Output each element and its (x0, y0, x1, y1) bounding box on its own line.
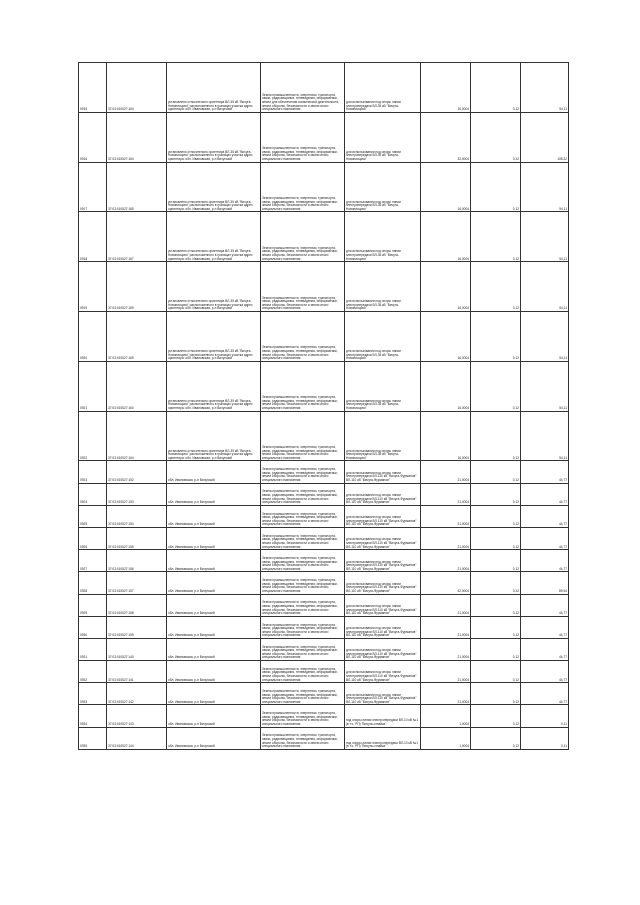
area-cell: 21,0004 (421, 616, 471, 638)
location-cell: обл. Ивановская, р-н Вичугский (167, 505, 261, 527)
location-cell: установлено относительно ориентира ВЛ-35 кВ "Вичуга-Новописцово" расположенного в границах участка адрес ориентира: обл. Ивановская, р-н Вичугский (167, 311, 261, 361)
land-category-cell: Земли промышленности, энергетики, транспорта, связи, радиовещания, телевидения, информатики, земли обороны, безопасности и земли иного специального назначения (261, 162, 345, 212)
area-cell: 21,0004 (421, 483, 471, 505)
location-cell: обл. Ивановская, р-н Вичугский (167, 683, 261, 705)
amount-cell: 44,77 (521, 616, 569, 638)
amount-cell: 44,77 (521, 483, 569, 505)
permitted-use-cell: для использования под опоры линии электропередачи ВЛ-110 кВ "Вичуга-Фурманов" ВЛ-110 кВ "Вичуга-Фурманов" (345, 505, 421, 527)
amount-cell: 44,77 (521, 527, 569, 549)
rate-cell: 0,12 (471, 594, 521, 616)
area-cell: 1,0004 (421, 705, 471, 727)
area-cell: 21,0004 (421, 461, 471, 483)
table-row (79, 727, 569, 749)
amount-cell: 54,11 (521, 162, 569, 212)
row-number-cell: 0917 (79, 162, 107, 212)
cadastral-number-cell: 37:03:010527:167 (107, 212, 167, 262)
table-row (79, 411, 569, 461)
permitted-use-cell: для использования под опоры линии электропередачи ВЛ-35 кВ "Вичуга-Новописцово" (345, 212, 421, 262)
row-number-cell: 0916 (79, 112, 107, 162)
table-row (79, 505, 569, 527)
permitted-use-cell: для использования под опоры линии электропередачи ВЛ-110 кВ "Вичуга-Фурманов" ВЛ-110 кВ "Вичуга-Фурманов" (345, 461, 421, 483)
cadastral-number-cell: 37:03:010527:158 (107, 594, 167, 616)
row-number-cell: 0933 (79, 683, 107, 705)
rate-cell: 0,12 (471, 212, 521, 262)
location-cell: установлено относительно ориентира ВЛ-35 кВ "Вичуга-Новописцово" расположенного в границах участка адрес ориентира: обл. Ивановская, р-н Вичугский (167, 411, 261, 461)
rate-cell: 0,12 (471, 705, 521, 727)
cadastral-number-cell: 37:03:010527:152 (107, 461, 167, 483)
amount-cell: 44,77 (521, 661, 569, 683)
amount-cell: 54,11 (521, 212, 569, 262)
permitted-use-cell: для использования под опоры линии электропередачи ВЛ-35 кВ "Вичуга-Новописцово" (345, 63, 421, 113)
land-category-cell: Земли промышленности, энергетики, транспорта, связи, радиовещания, телевидения, информатики, земли для обеспечения космической деятельности, земли обороны, безопасности и земли иного специального назначения (261, 63, 345, 113)
amount-cell: 54,11 (521, 411, 569, 461)
rate-cell: 0,12 (471, 616, 521, 638)
area-cell: 21,0004 (421, 527, 471, 549)
permitted-use-cell: под опоры линии электропередачи ВЛ-10 кВ №1 (в т.ч. РП) "Вичуга-отпайка" (345, 727, 421, 749)
cadastral-number-cell: 37:03:010527:157 (107, 572, 167, 594)
amount-cell: 44,77 (521, 638, 569, 660)
area-cell: 16,0004 (421, 262, 471, 312)
land-category-cell: Земли промышленности, энергетики, транспорта, связи, радиовещания, телевидения, информатики, земли обороны, безопасности и земли иного специального назначения (261, 311, 345, 361)
table-row (79, 594, 569, 616)
location-cell: обл. Ивановская, р-н Вичугский (167, 594, 261, 616)
table-row (79, 572, 569, 594)
permitted-use-cell: для использования под опоры линии электропередачи ВЛ-110 кВ "Вичуга-Фурманов" ВЛ-110 кВ "Вичуга-Фурманов" (345, 683, 421, 705)
row-number-cell: 0932 (79, 661, 107, 683)
cadastral-number-cell: 37:03:010527:160 (107, 361, 167, 411)
cadastral-number-cell: 37:03:010527:159 (107, 616, 167, 638)
land-category-cell: Земли промышленности, энергетики, транспорта, связи, радиовещания, телевидения, информатики, земли обороны, безопасности и земли иного специального назначения (261, 683, 345, 705)
location-cell: установлено относительно ориентира ВЛ-35 кВ "Вичуга-Новописцово" расположенного в границах участка адрес ориентира: обл. Ивановская, р-н Вичугский (167, 262, 261, 312)
rate-cell: 0,12 (471, 727, 521, 749)
table-row (79, 311, 569, 361)
amount-cell: 44,77 (521, 550, 569, 572)
rate-cell: 0,12 (471, 112, 521, 162)
rate-cell: 0,12 (471, 550, 521, 572)
cadastral-number-cell: 37:03:010527:140 (107, 638, 167, 660)
table-row (79, 638, 569, 660)
rate-cell: 0,12 (471, 638, 521, 660)
land-category-cell: Земли промышленности, энергетики, транспорта, связи, радиовещания, телевидения, информатики, земли обороны, безопасности и земли иного специального назначения (261, 550, 345, 572)
area-cell: 21,0004 (421, 683, 471, 705)
land-category-cell: Земли промышленности, энергетики, транспорта, связи, радиовещания, телевидения, информатики, земли обороны, безопасности и земли иного специального назначения (261, 112, 345, 162)
area-cell: 16,0004 (421, 63, 471, 113)
location-cell: установлено относительно ориентира ВЛ-35 кВ "Вичуга-Новописцово" расположенного в границах участка адрес ориентира: обл. Ивановская, р-н Вичугский (167, 112, 261, 162)
row-number-cell: 0915 (79, 63, 107, 113)
rate-cell: 0,12 (471, 483, 521, 505)
cadastral-number-cell: 37:03:010527:164 (107, 112, 167, 162)
area-cell: 32,0004 (421, 112, 471, 162)
permitted-use-cell: для использования под опоры линии электропередачи ВЛ-110 кВ "Вичуга-Фурманов" ВЛ-110 кВ "Вичуга-Фурманов" (345, 550, 421, 572)
permitted-use-cell: под опоры линии электропередачи ВЛ-10 кВ №1 (в т.ч. РП) "Вичуга-отпайка" (345, 705, 421, 727)
cadastral-number-cell: 37:03:010527:142 (107, 683, 167, 705)
location-cell: обл. Ивановская, р-н Вичугский (167, 550, 261, 572)
permitted-use-cell: для использования под опоры линии электропередачи ВЛ-110 кВ "Вичуга-Фурманов" ВЛ-110 кВ "Вичуга-Фурманов" (345, 616, 421, 638)
rate-cell: 0,12 (471, 162, 521, 212)
row-number-cell: 0929 (79, 594, 107, 616)
permitted-use-cell: для использования под опоры линии электропередачи ВЛ-35 кВ "Вичуга-Новописцово" (345, 162, 421, 212)
cadastral-number-cell: 37:03:010527:169 (107, 262, 167, 312)
location-cell: обл. Ивановская, р-н Вичугский (167, 483, 261, 505)
area-cell: 21,0004 (421, 661, 471, 683)
amount-cell: 108,22 (521, 112, 569, 162)
location-cell: обл. Ивановская, р-н Вичугский (167, 661, 261, 683)
row-number-cell: 0922 (79, 411, 107, 461)
permitted-use-cell: для использования под опоры линии электропередачи ВЛ-110 кВ "Вичуга-Фурманов" ВЛ-110 кВ "Вичуга-Фурманов" (345, 483, 421, 505)
row-number-cell: 0931 (79, 638, 107, 660)
table-row (79, 361, 569, 411)
area-cell: 21,0004 (421, 638, 471, 660)
row-number-cell: 0930 (79, 616, 107, 638)
land-category-cell: Земли промышленности, энергетики, транспорта, связи, радиовещания, телевидения, информатики, земли обороны, безопасности и земли иного специального назначения (261, 638, 345, 660)
table-row (79, 550, 569, 572)
area-cell: 16,0004 (421, 411, 471, 461)
rate-cell: 0,12 (471, 527, 521, 549)
table-row (79, 212, 569, 262)
amount-cell: 44,77 (521, 683, 569, 705)
amount-cell: 54,11 (521, 262, 569, 312)
permitted-use-cell: для использования под опоры линии электропередачи ВЛ-35 кВ "Вичуга-Новописцово" (345, 112, 421, 162)
land-category-cell: Земли промышленности, энергетики, транспорта, связи, радиовещания, телевидения, информатики, земли обороны, безопасности и земли иного специального назначения (261, 727, 345, 749)
permitted-use-cell: для использования под опоры линии электропередачи ВЛ-35 кВ "Вичуга-Новописцово" (345, 361, 421, 411)
land-category-cell: Земли промышленности, энергетики, транспорта, связи, радиовещания, телевидения, информатики, земли обороны, безопасности и земли иного специального назначения (261, 594, 345, 616)
table-row (79, 63, 569, 113)
location-cell: обл. Ивановская, р-н Вичугский (167, 727, 261, 749)
cadastral-number-cell: 37:03:010527:165 (107, 162, 167, 212)
cadastral-number-cell: 37:03:010527:169 (107, 311, 167, 361)
land-category-cell: Земли промышленности, энергетики, транспорта, связи, радиовещания, телевидения, информатики, земли обороны, безопасности и земли иного специального назначения (261, 212, 345, 262)
cadastral-number-cell: 37:03:010527:155 (107, 527, 167, 549)
rate-cell: 0,12 (471, 683, 521, 705)
cadastral-number-cell: 37:03:010527:141 (107, 661, 167, 683)
cadastral-number-cell: 37:03:010527:156 (107, 550, 167, 572)
location-cell: установлено относительно ориентира ВЛ-35 кВ "Вичуга-Новописцово" расположенного в границах участка адрес ориентира: обл. Ивановская, р-н Вичугский (167, 361, 261, 411)
area-cell: 21,0004 (421, 594, 471, 616)
cadastral-number-cell: 37:03:010527:153 (107, 483, 167, 505)
land-category-cell: Земли промышленности, энергетики, транспорта, связи, радиовещания, телевидения, информатики, земли обороны, безопасности и земли иного специального назначения (261, 262, 345, 312)
amount-cell: 0,11 (521, 705, 569, 727)
location-cell: установлено относительно ориентира ВЛ-35 кВ "Вичуга-Новописцово" расположенного в границах участка адрес ориентира: обл. Ивановская, р-н Вичугский (167, 212, 261, 262)
cadastral-number-cell: 37:03:010527:164 (107, 63, 167, 113)
row-number-cell: 0920 (79, 311, 107, 361)
rate-cell: 0,12 (471, 572, 521, 594)
land-category-cell: Земли промышленности, энергетики, транспорта, связи, радиовещания, телевидения, информатики, земли обороны, безопасности и земли иного специального назначения (261, 616, 345, 638)
land-category-cell: Земли промышленности, энергетики, транспорта, связи, радиовещания, телевидения, информатики, земли обороны, безопасности и земли иного специального назначения (261, 361, 345, 411)
amount-cell: 0,11 (521, 727, 569, 749)
location-cell: обл. Ивановская, р-н Вичугский (167, 527, 261, 549)
cadastral-number-cell: 37:03:010527:164 (107, 411, 167, 461)
amount-cell: 89,54 (521, 572, 569, 594)
rate-cell: 0,12 (471, 311, 521, 361)
cadastral-number-cell: 37:03:010527:144 (107, 727, 167, 749)
land-category-cell: Земли промышленности, энергетики, транспорта, связи, радиовещания, телевидения, информатики, земли обороны, безопасности и земли иного специального назначения (261, 505, 345, 527)
table-row (79, 162, 569, 212)
table-row (79, 461, 569, 483)
location-cell: установлено относительно ориентира ВЛ-35 кВ "Вичуга-Новописцово" расположенного в границах участка адрес ориентира: обл. Ивановская, р-н Вичугский (167, 162, 261, 212)
location-cell: обл. Ивановская, р-н Вичугский (167, 572, 261, 594)
row-number-cell: 0928 (79, 572, 107, 594)
rate-cell: 0,12 (471, 63, 521, 113)
rate-cell: 0,12 (471, 361, 521, 411)
row-number-cell: 0919 (79, 262, 107, 312)
rate-cell: 0,12 (471, 262, 521, 312)
row-number-cell: 0918 (79, 212, 107, 262)
table-row (79, 262, 569, 312)
amount-cell: 44,77 (521, 505, 569, 527)
permitted-use-cell: для использования под опоры линии электропередачи ВЛ-110 кВ "Вичуга-Фурманов" ВЛ-110 кВ "Вичуга-Фурманов" (345, 527, 421, 549)
row-number-cell: 0934 (79, 705, 107, 727)
area-cell: 21,0004 (421, 505, 471, 527)
land-category-cell: Земли промышленности, энергетики, транспорта, связи, радиовещания, телевидения, информатики, земли обороны, безопасности и земли иного специального назначения (261, 705, 345, 727)
table-row (79, 683, 569, 705)
permitted-use-cell: для использования под опоры линии электропередачи ВЛ-110 кВ "Вичуга-Фурманов" ВЛ-110 кВ "Вичуга-Фурманов" (345, 572, 421, 594)
row-number-cell: 0924 (79, 483, 107, 505)
permitted-use-cell: для использования под опоры линии электропередачи ВЛ-35 кВ "Вичуга-Новописцово" (345, 311, 421, 361)
amount-cell: 54,11 (521, 63, 569, 113)
amount-cell: 44,77 (521, 594, 569, 616)
area-cell: 16,0004 (421, 311, 471, 361)
permitted-use-cell: для использования под опоры линии электропередачи ВЛ-35 кВ "Вичуга-Новописцово" (345, 411, 421, 461)
amount-cell: 44,77 (521, 461, 569, 483)
rate-cell: 0,12 (471, 661, 521, 683)
rate-cell: 0,12 (471, 461, 521, 483)
location-cell: обл. Ивановская, р-н Вичугский (167, 461, 261, 483)
row-number-cell: 0926 (79, 527, 107, 549)
location-cell: обл. Ивановская, р-н Вичугский (167, 616, 261, 638)
area-cell: 42,0004 (421, 572, 471, 594)
area-cell: 21,0004 (421, 550, 471, 572)
table-row (79, 112, 569, 162)
table-row (79, 527, 569, 549)
rate-cell: 0,12 (471, 505, 521, 527)
land-category-cell: Земли промышленности, энергетики, транспорта, связи, радиовещания, телевидения, информатики, земли обороны, безопасности и земли иного специального назначения (261, 483, 345, 505)
permitted-use-cell: для использования под опоры линии электропередачи ВЛ-35 кВ "Вичуга-Новописцово" (345, 262, 421, 312)
amount-cell: 54,11 (521, 311, 569, 361)
location-cell: обл. Ивановская, р-н Вичугский (167, 638, 261, 660)
rate-cell: 0,12 (471, 411, 521, 461)
cadastral-number-cell: 37:03:010527:143 (107, 705, 167, 727)
location-cell: установлено относительно ориентира ВЛ-35 кВ "Вичуга-Новописцово" расположенного в границах участка адрес ориентира: обл. Ивановская, р-н Вичугский (167, 63, 261, 113)
table-row (79, 616, 569, 638)
row-number-cell: 0935 (79, 727, 107, 749)
land-category-cell: Земли промышленности, энергетики, транспорта, связи, радиовещания, телевидения, информатики, земли обороны, безопасности и земли иного специального назначения (261, 572, 345, 594)
table-row (79, 483, 569, 505)
row-number-cell: 0921 (79, 361, 107, 411)
row-number-cell: 0927 (79, 550, 107, 572)
permitted-use-cell: для использования под опоры линии электропередачи ВЛ-110 кВ "Вичуга-Фурманов" ВЛ-110 кВ "Вичуга-Фурманов" (345, 661, 421, 683)
land-category-cell: Земли промышленности, энергетики, транспорта, связи, радиовещания, телевидения, информатики, земли обороны, безопасности и земли иного специального назначения (261, 461, 345, 483)
permitted-use-cell: для использования под опоры линии электропередачи ВЛ-110 кВ "Вичуга-Фурманов" ВЛ-110 кВ "Вичуга-Фурманов" (345, 594, 421, 616)
table-row (79, 661, 569, 683)
cadastral-number-cell: 37:03:010527:154 (107, 505, 167, 527)
land-category-cell: Земли промышленности, энергетики, транспорта, связи, радиовещания, телевидения, информатики, земли обороны, безопасности и земли иного специального назначения (261, 661, 345, 683)
area-cell: 16,0004 (421, 162, 471, 212)
row-number-cell: 0923 (79, 461, 107, 483)
permitted-use-cell: для использования под опоры линии электропередачи ВЛ-110 кВ "Вичуга-Фурманов" ВЛ-110 кВ "Вичуга-Фурманов" (345, 638, 421, 660)
land-category-cell: Земли промышленности, энергетики, транспорта, связи, радиовещания, телевидения, информатики, земли обороны, безопасности и земли иного специального назначения (261, 411, 345, 461)
row-number-cell: 0925 (79, 505, 107, 527)
land-plots-table (78, 62, 569, 750)
land-category-cell: Земли промышленности, энергетики, транспорта, связи, радиовещания, телевидения, информатики, земли обороны, безопасности и земли иного специального назначения (261, 527, 345, 549)
location-cell: обл. Ивановская, р-н Вичугский (167, 705, 261, 727)
area-cell: 16,0004 (421, 212, 471, 262)
area-cell: 1,0004 (421, 727, 471, 749)
area-cell: 16,0004 (421, 361, 471, 411)
amount-cell: 54,11 (521, 361, 569, 411)
table-row (79, 705, 569, 727)
